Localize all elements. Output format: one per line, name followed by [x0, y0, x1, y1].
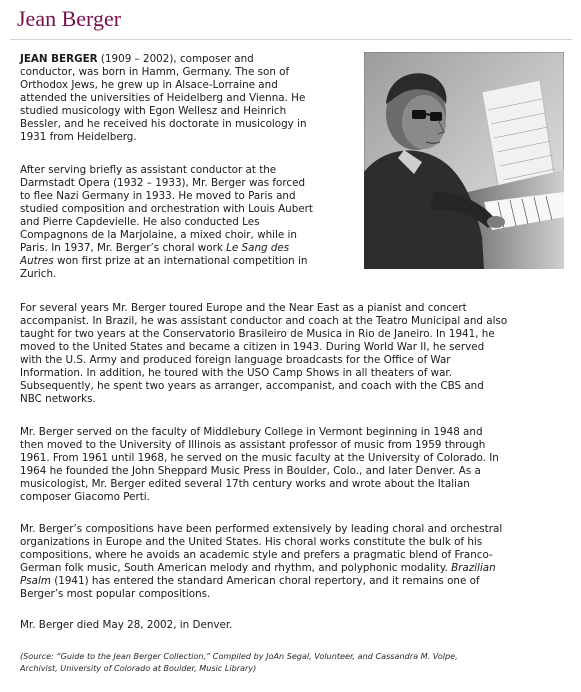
bio-paragraph-4-line-6: composer Giacomo Perti. [20, 491, 150, 503]
bio-paragraph-4-line-4: 1964 he founded the John Sheppard Music Press in Boulder, Colo., and later Denver. As a [20, 465, 481, 477]
bio-paragraph-5-line-5: Psalm (1941) has entered the standard American choral repertory, and it remains one of [20, 575, 480, 587]
portrait-photo [364, 52, 564, 269]
bio-paragraph-3-line-4: moved to the United States and became a citizen in 1943. During World War II, he served [20, 341, 485, 353]
bio-paragraph-2-line-5: and Pierre Capdevielle. He also conducted Les [20, 216, 260, 228]
bio-paragraph-2-line-4: studied composition and orchestration with Louis Aubert [20, 203, 313, 215]
source-citation-line-2: Archivist, University of Colorado at Boulder, Music Library) [20, 663, 257, 673]
bio-paragraph-3-line-2: accompanist. In Brazil, he was assistant conductor and coach at the Teatro Municipal and also [20, 315, 508, 327]
bio-paragraph-2-line-2: Darmstadt Opera (1932 – 1933), Mr. Berger was forced [20, 177, 306, 189]
bio-paragraph-4-line-5: musicologist, Mr. Berger edited several 17th century works and wrote about the Italian [20, 478, 470, 490]
work-title-brazilian: Brazilian [451, 562, 496, 574]
page-title: Jean Berger [17, 6, 122, 31]
bio-paragraph-3-line-8: NBC networks. [20, 393, 96, 405]
bio-paragraph-2-line-6: Compagnons de la Marjolaine, a mixed choir, while in [20, 229, 297, 241]
work-title-psalm: Psalm [20, 575, 51, 587]
bio-paragraph-1-line-5: studied musicology with Egon Wellesz and Heinrich [20, 105, 287, 117]
bio-paragraph-1-line-1: JEAN BERGER (1909 – 2002), composer and [20, 53, 254, 65]
bio-paragraph-5-line-1: Mr. Berger’s compositions have been performed extensively by leading choral and orchestral [20, 523, 503, 535]
bio-paragraph-3-line-5: with the U.S. Army and produced foreign language broadcasts for the Office of War [20, 354, 451, 366]
bio-paragraph-4-line-3: 1961. From 1961 until 1968, he served on the music faculty at the University of Colorado. In [20, 452, 499, 464]
bio-paragraph-5-line-6: Berger’s most popular compositions. [20, 588, 211, 600]
bio-paragraph-6 [20, 619, 232, 632]
bio-paragraph-4-line-2: then moved to the University of Illinois as assistant professor of music from 1959 through [20, 439, 486, 451]
bio-paragraph-3-line-3: taught for two years at the Conservatorio Brasileiro de Musica in Rio de Janeiro. In 1941, he [20, 328, 495, 340]
source-citation-line-1: (Source: “Guide to the Jean Berger Collection,” Compiled by JoAn Segal, Volunteer, and Cassandra M. Volpe, [20, 651, 458, 661]
bio-paragraph-1-line-2: conductor, was born in Hamm, Germany. The son of [20, 66, 290, 78]
bio-paragraph-3-line-7: Subsequently, he spent two years as arranger, accompanist, and coach with the CBS and [20, 380, 484, 392]
bio-paragraph-6-line-1: Mr. Berger died May 28, 2002, in Denver. [20, 619, 233, 631]
bio-paragraph-5-line-3: compositions, where he avoids an academic style and prefers a pragmatic blend of Franco- [20, 549, 493, 561]
work-title-le-sang-des-autres: Le Sang des [226, 242, 290, 254]
work-title-autres: Autres [20, 255, 54, 267]
bio-paragraph-5-line-4: German folk music, South American melody and rhythm, and polyphonic modality. Brazilian [20, 562, 496, 574]
bio-paragraph-1 [20, 53, 307, 144]
bio-paragraph-4-line-1: Mr. Berger served on the faculty of Middlebury College in Vermont beginning in 1948 and [20, 426, 483, 438]
title-divider [10, 39, 572, 40]
bio-paragraph-1-line-7: 1931 from Heidelberg. [20, 131, 137, 143]
subject-name: JEAN BERGER [20, 53, 98, 65]
bio-paragraph-5 [20, 523, 502, 601]
portrait-photo-image [364, 52, 564, 269]
bio-paragraph-2-line-9: Zurich. [20, 268, 57, 280]
bio-paragraph-3-line-6: Information. In addition, he toured with the USO Camp Shows in all theaters of war. [20, 367, 453, 379]
bio-paragraph-2 [20, 164, 313, 281]
bio-paragraph-1-line-3: Orthodox Jews, he grew up in Alsace-Lorraine and [20, 79, 278, 91]
source-citation [20, 650, 540, 674]
bio-paragraph-1-line-4: attended the universities of Heidelberg and Vienna. He [20, 92, 306, 104]
bio-paragraph-4 [20, 426, 499, 504]
bio-paragraph-3-line-1: For several years Mr. Berger toured Europe and the Near East as a pianist and concert [20, 302, 467, 314]
bio-paragraph-2-line-1: After serving briefly as assistant conductor at the [20, 164, 277, 176]
bio-paragraph-3 [20, 302, 507, 406]
bio-paragraph-1-line-6: Bessler, and he received his doctorate in musicology in [20, 118, 307, 130]
bio-paragraph-2-line-8: Autres won first prize at an international competition in [20, 255, 308, 267]
bio-paragraph-2-line-3: to flee Nazi Germany in 1933. He moved to Paris and [20, 190, 296, 202]
bio-paragraph-5-line-2: organizations in Europe and the United States. His choral works constitute the bulk of his [20, 536, 483, 548]
bio-paragraph-2-line-7: Paris. In 1937, Mr. Berger’s choral work Le Sang des [20, 242, 290, 254]
